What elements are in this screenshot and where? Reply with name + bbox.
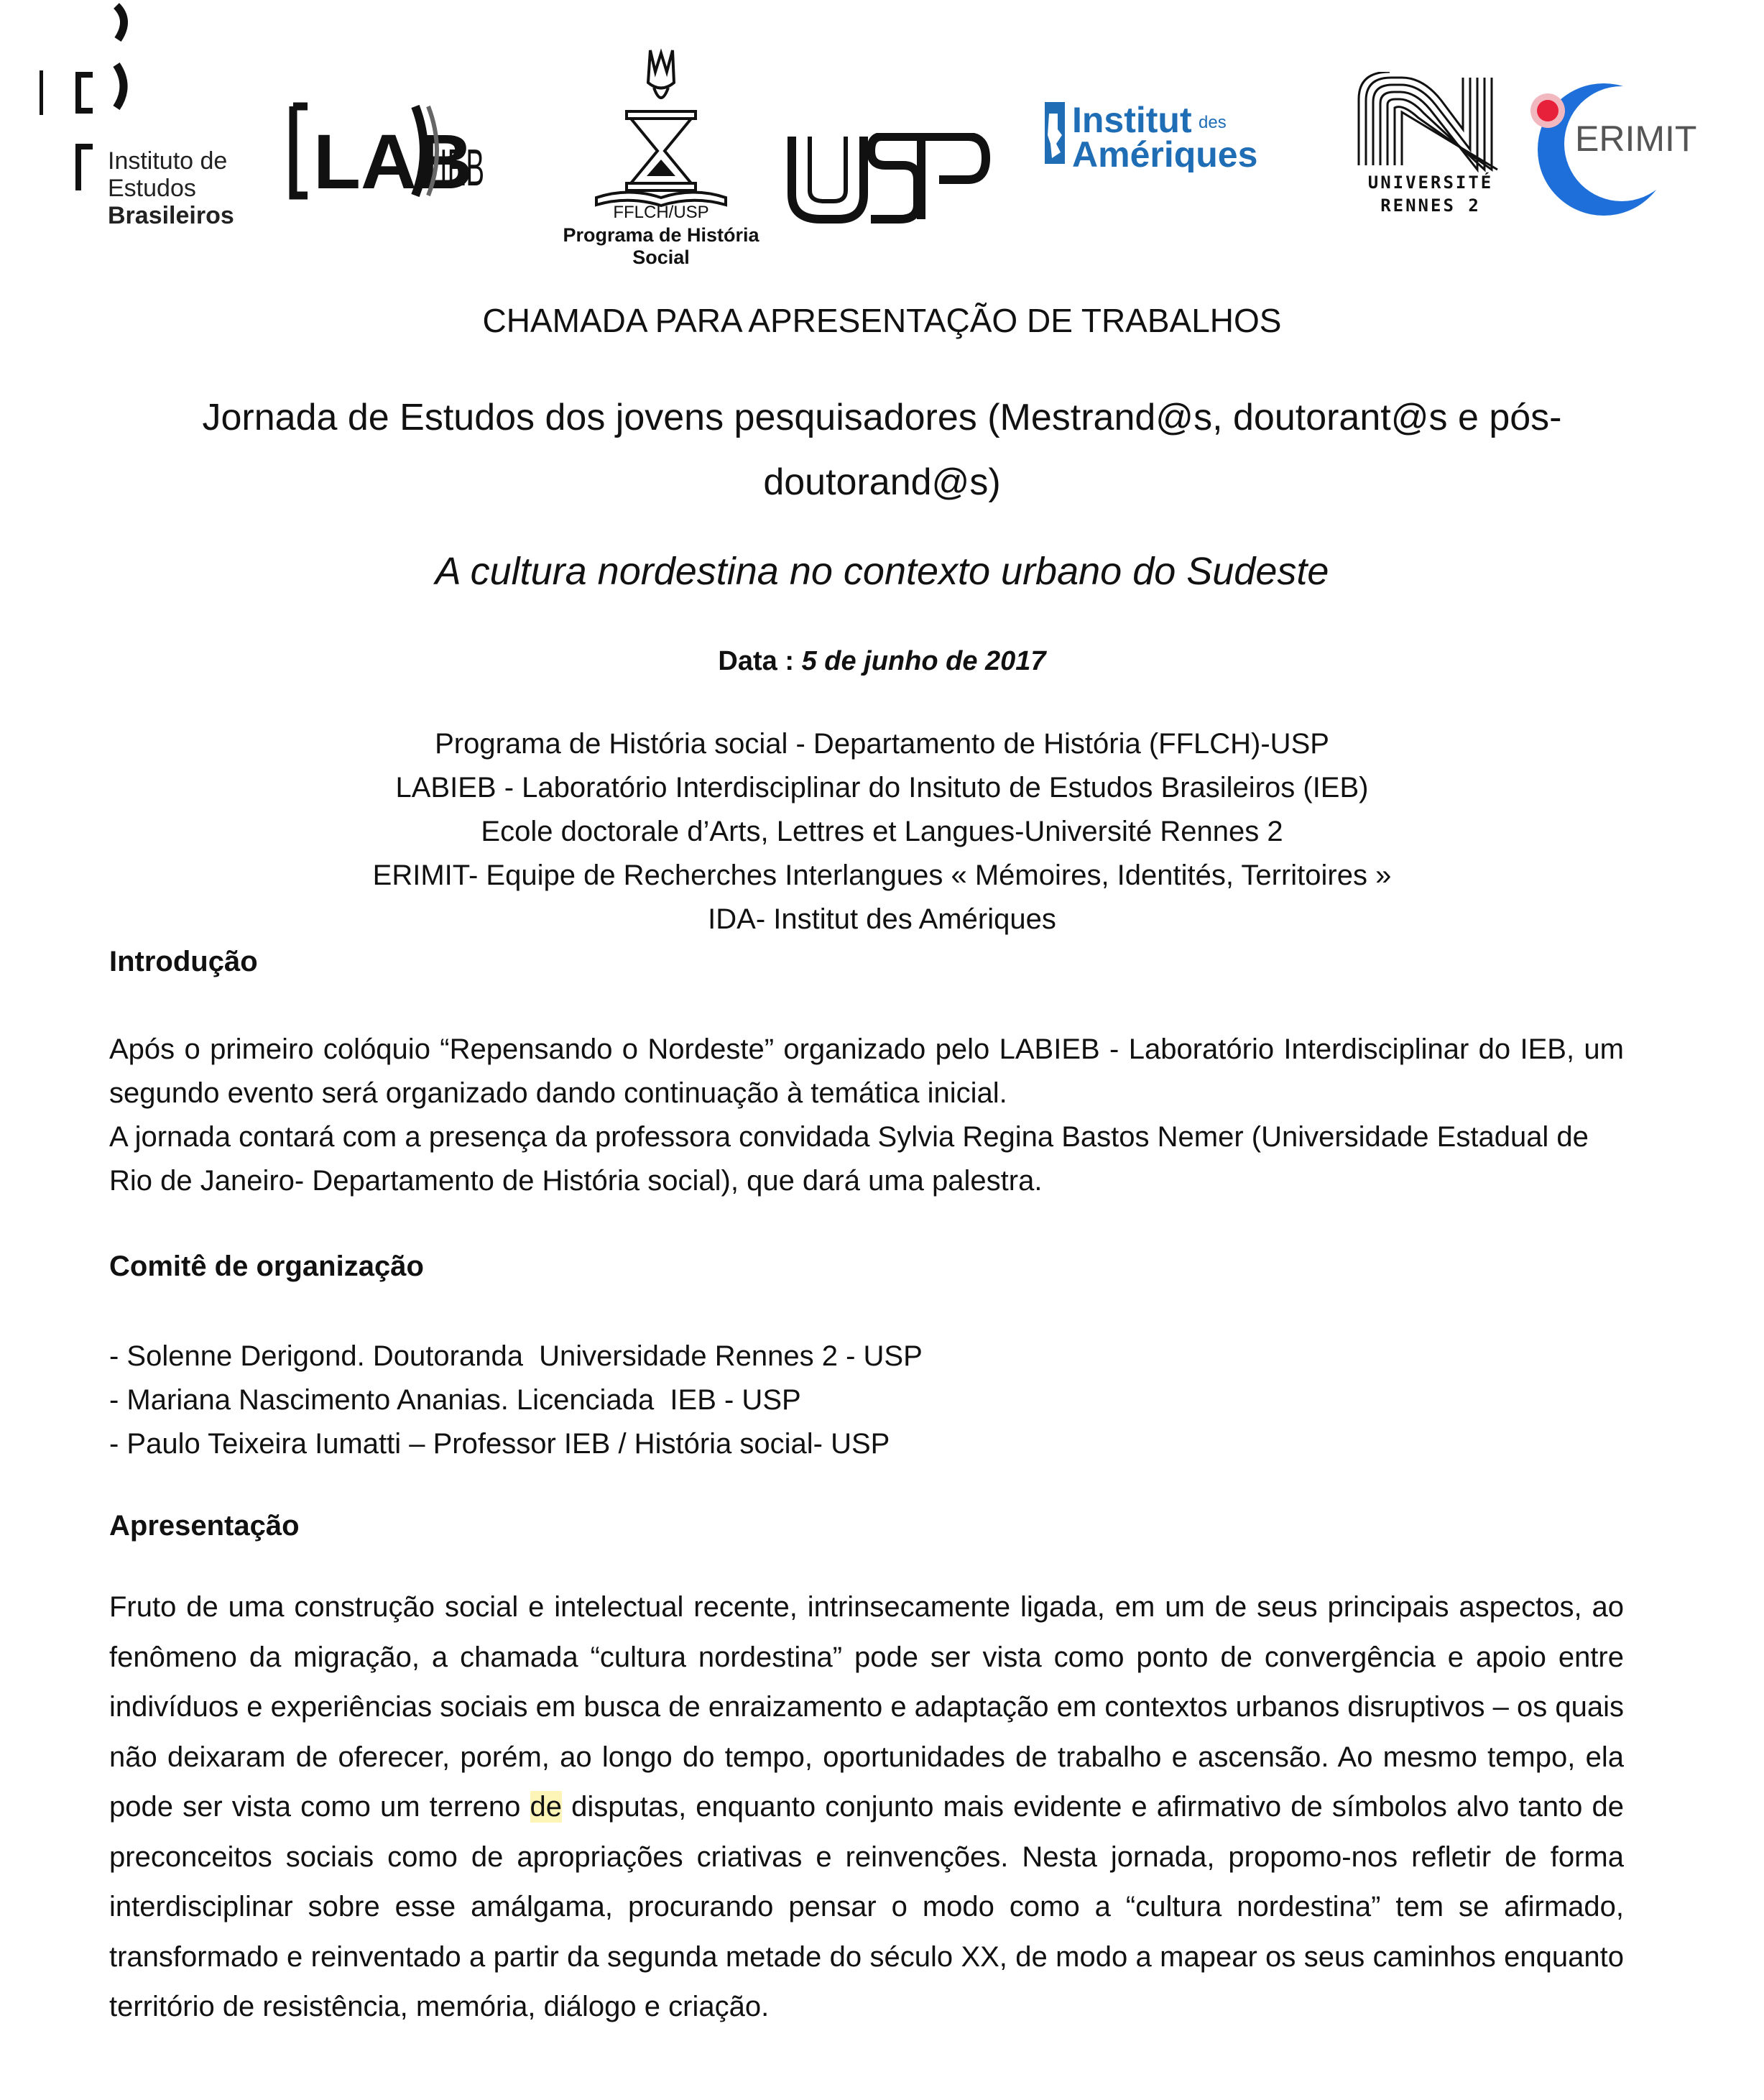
ieb-logo-text: Instituto de Estudos Brasileiros <box>108 147 234 229</box>
svg-text:des: des <box>1199 113 1227 132</box>
fflch-caption: FFLCH/USP <box>613 203 709 222</box>
erimit-circle-icon <box>1525 78 1712 221</box>
theme-title: A cultura nordestina no contexto urbano do Sudeste <box>435 550 1329 593</box>
presentation-text <box>109 1583 1624 2032</box>
rennes-line2: RENNES 2 <box>1380 195 1481 216</box>
universite-rennes2-logo <box>1355 72 1506 223</box>
committee-member: - Solenne Derigond. Doutoranda Universidade Rennes 2 - USP <box>109 1340 923 1372</box>
usp-logo <box>785 133 993 226</box>
ieb-text: IEB <box>440 139 484 197</box>
committee-member: - Paulo Teixeira Iumatti – Professor IEB / História social- USP <box>109 1428 890 1460</box>
svg-text:ERIMIT: ERIMIT <box>1575 119 1697 159</box>
lab-text: LAB <box>313 118 473 201</box>
organizers-list <box>0 722 1764 941</box>
ieb-logo <box>36 0 244 230</box>
date-line <box>0 643 1764 679</box>
fflch-logo <box>546 43 776 268</box>
presentation-text-part: disputas, enquanto conjunto mais evidente e afirmativo de símbolos alvo tanto de preconceitos sociais como de apropriações criativas e reinvenções. Nesta jornada, propomo-nos refletir de forma interdisciplinar sobre esse amálgama, procurando pensar o modo como a “cultura nordestina” tem se afirmado, transformado e reinventado a partir da segunda metade do século XX, de modo a mapear os seus caminhos enquanto território de resistência, memória, diálogo e criação. <box>109 1791 1625 2022</box>
usp-logo-icon <box>785 133 993 226</box>
date-value: 5 de junho de 2017 <box>801 646 1046 676</box>
labieb-logo-icon <box>286 101 487 201</box>
svg-text:USP: USP <box>785 133 787 134</box>
labieb-logo <box>286 101 487 201</box>
presentation-heading: Apresentação <box>109 1510 300 1542</box>
introduction-heading: Introdução <box>109 946 258 977</box>
erimit-logo <box>1525 78 1712 221</box>
svg-text:Institut: Institut <box>1072 101 1192 140</box>
event-title: Jornada de Estudos dos jovens pesquisadores (Mestrand@s, doutorant@s e pós-doutorand@s) <box>202 397 1562 503</box>
organizer-line: LABIEB - Laboratório Interdisciplinar do Insituto de Estudos Brasileiros (IEB) <box>395 772 1369 803</box>
highlighted-word: de <box>530 1791 562 1823</box>
organizer-line: ERIMIT- Equipe de Recherches Interlangues « Mémoires, Identités, Territoires » <box>372 860 1392 891</box>
institut-des-ameriques-icon <box>1043 101 1316 172</box>
introduction-paragraph: Após o primeiro colóquio “Repensando o Nordeste” organizado pelo LABIEB - Laboratório Interdisciplinar do IEB, um segundo evento será organizado dando continuação à temática inicial. <box>109 1033 1624 1109</box>
rennes-line1: UNIVERSITÉ <box>1367 172 1494 193</box>
committee-heading: Comitê de organização <box>109 1251 424 1282</box>
hourglass-torch-icon <box>546 43 776 208</box>
committee-member: - Mariana Nascimento Ananias. Licenciada IEB - USP <box>109 1384 801 1416</box>
callout-title: CHAMADA PARA APRESENTAÇÃO DE TRABALHOS <box>482 302 1282 339</box>
svg-text:Amériques: Amériques <box>1072 134 1258 172</box>
presentation-text-part: Fruto de uma construção social e intelectual recente, intrinsecamente ligada, em um de seus principais aspectos, ao fenômeno da migração, a chamada “cultura nordestina” pode ser vista como ponto de convergência e apoio entre indivíduos e experiências sociais em busca de enraizamento e adaptação em contextos urbanos disruptivos – os quais não deixaram de oferecer, porém, ao longo do tempo, oportunidades de trabalho e ascensão. Ao mesmo tempo, ela pode ser vista como um terreno <box>109 1591 1624 1823</box>
program-caption: Programa de História Social <box>563 224 759 268</box>
rennes2-n-icon <box>1355 72 1506 172</box>
organizer-line: IDA- Institut des Amériques <box>708 903 1056 935</box>
introduction-paragraph: A jornada contará com a presença da professora convidada Sylvia Regina Bastos Nemer (Universidade Estadual de Rio de Janeiro- Departamento de História social), que dará uma palestra. <box>109 1121 1589 1197</box>
organizer-line: Programa de História social - Departamento de História (FFLCH)-USP <box>435 728 1329 760</box>
introduction-text <box>109 1028 1624 1203</box>
organizer-line: Ecole doctorale d’Arts, Lettres et Langues-Université Rennes 2 <box>481 816 1283 847</box>
institut-des-ameriques-logo <box>1043 101 1316 172</box>
committee-list <box>109 1335 923 1466</box>
date-label: Data : <box>718 646 802 676</box>
